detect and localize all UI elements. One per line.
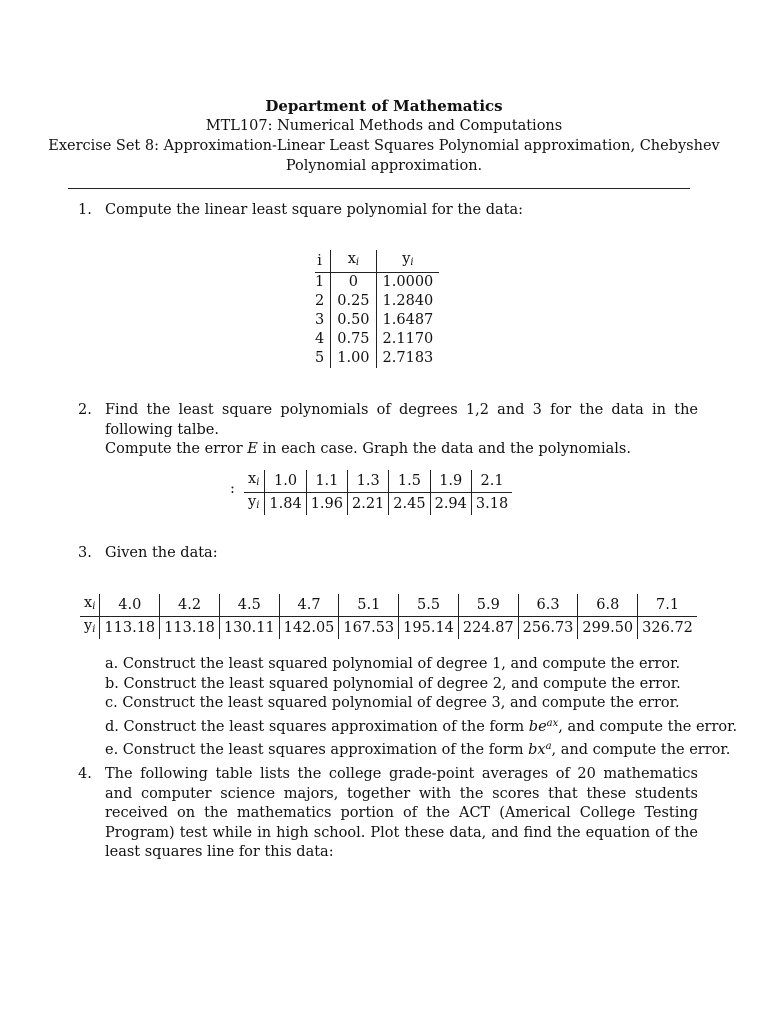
table-cell: 1.0 (265, 470, 306, 493)
data-table-3 (80, 594, 697, 639)
table-cell: 4.7 (279, 594, 339, 617)
table-cell: 6.3 (518, 594, 578, 617)
table-cell: 256.73 (518, 617, 578, 640)
table-cell: 224.87 (458, 617, 518, 640)
problem-text: The following table lists the college grade-point averages of 20 mathematics and computer science majors, together with the scores that these students received on the mathematics portion of the ACT (Americal College Testing Program) test while in high school. Plot these data, and find the equation of the least squares line for this data: (105, 766, 698, 860)
table-cell: 1.1 (306, 470, 347, 493)
table-cell: 1.84 (265, 493, 306, 516)
table-cell: 1.96 (306, 493, 347, 516)
problem-text (105, 401, 698, 460)
table-row (315, 273, 439, 293)
problem-number: 2. (78, 402, 92, 418)
problem-3 (78, 544, 698, 564)
table-cell: 167.53 (339, 617, 399, 640)
table-cell: 0 (331, 273, 376, 293)
table-cell: 0.75 (331, 330, 376, 349)
part-e: e. Construct the least squares approximation of the form $bx^a$, and compute the error. (105, 741, 731, 758)
row-label-y: $y_i$ (244, 493, 265, 516)
table-cell: 4.0 (100, 594, 160, 617)
problem-text-line2: Compute the error E in each case. Graph the data and the polynomials. (105, 441, 631, 457)
part-b: b. Construct the least squared polynomial of degree 2, and compute the error. (105, 675, 681, 692)
table-cell: 4.5 (219, 594, 279, 617)
table-cell: 1.9 (430, 470, 471, 493)
table-cell: 7.1 (638, 594, 697, 617)
problem-text: Compute the linear least square polynomial for the data: (105, 202, 523, 218)
table-cell: 5.1 (339, 594, 399, 617)
table-cell: 142.05 (279, 617, 339, 640)
problem-text-line1: Find the least square polynomials of degrees 1,2 and 3 for the data in the following talbe. (105, 402, 698, 438)
part-d: d. Construct the least squares approximation of the form $be^{ax}$, and compute the error. (105, 717, 738, 735)
table-cell: 1.5 (389, 470, 430, 493)
exercise-title-line2: Polynomial approximation. (285, 158, 483, 174)
row-label-x: $x_i$ (244, 470, 265, 493)
table-cell: 1.0000 (382, 274, 434, 290)
table-row (315, 349, 439, 368)
table-header-row (315, 250, 439, 273)
table-row-y (80, 617, 697, 640)
problem-number: 4. (78, 766, 92, 782)
table-cell: 1.2840 (382, 293, 434, 309)
table-row (315, 330, 439, 349)
header-i: i (315, 250, 331, 273)
table-cell: 326.72 (642, 619, 693, 636)
table-cell: 113.18 (160, 617, 220, 640)
table-cell: 0.50 (331, 311, 376, 330)
data-table-1 (315, 250, 439, 368)
table-row-y (244, 493, 512, 516)
table-cell: 5.5 (399, 594, 459, 617)
table-cell: 2.94 (430, 493, 471, 516)
table-cell: 2.21 (348, 493, 389, 516)
header-x: $x_i$ (331, 250, 376, 273)
document-header (0, 96, 768, 176)
table-cell: 3 (315, 311, 331, 330)
table-cell: 195.14 (399, 617, 459, 640)
problem-2 (78, 401, 698, 460)
row-label-y: $y_i$ (80, 617, 100, 640)
table-cell: 1.00 (331, 349, 376, 368)
table-cell: 5.9 (458, 594, 518, 617)
data-table-2 (244, 470, 512, 515)
exercise-title-line1: Exercise Set 8: Approximation-Linear Least Squares Polynomial approximation, Chebyshev (48, 138, 720, 154)
table-cell: 4 (315, 330, 331, 349)
table-cell: 2 (315, 292, 331, 311)
table-cell: 2.7183 (382, 350, 434, 366)
table-cell: 299.50 (578, 617, 638, 640)
part-a: a. Construct the least squared polynomial of degree 1, and compute the error. (105, 656, 681, 672)
problem-3-parts (105, 655, 737, 761)
problem-4 (78, 765, 698, 863)
table-cell: 1.6487 (382, 312, 434, 328)
header-y: $y_i$ (376, 250, 439, 273)
table-row-x (244, 470, 512, 493)
table-cell: 2.1 (471, 470, 512, 493)
row-label-x: $x_i$ (80, 594, 100, 617)
table-cell: 6.8 (578, 594, 638, 617)
table-row (315, 292, 439, 311)
problem-text: Given the data: (105, 545, 218, 561)
department-title: Department of Mathematics (265, 97, 503, 115)
table-cell: 0.25 (331, 292, 376, 311)
table-cell: 1 (315, 273, 331, 293)
table-cell: 2.1170 (382, 331, 434, 347)
problem-number: 1. (78, 202, 92, 218)
table-cell: 1.3 (348, 470, 389, 493)
table-cell: 113.18 (100, 617, 160, 640)
part-c: c. Construct the least squared polynomial of degree 3, and compute the error. (105, 695, 680, 711)
problem-1 (78, 201, 698, 221)
header-divider (68, 188, 690, 189)
table-cell: 4.2 (160, 594, 220, 617)
problem-number: 3. (78, 545, 92, 561)
table-colon: : (230, 481, 235, 497)
table-row (315, 311, 439, 330)
table-cell: 5 (315, 349, 331, 368)
table-row-x (80, 594, 697, 617)
table-cell: 130.11 (219, 617, 279, 640)
table-cell: 3.18 (475, 495, 509, 512)
table-cell: 2.45 (389, 493, 430, 516)
course-title: MTL107: Numerical Methods and Computations (205, 118, 563, 134)
